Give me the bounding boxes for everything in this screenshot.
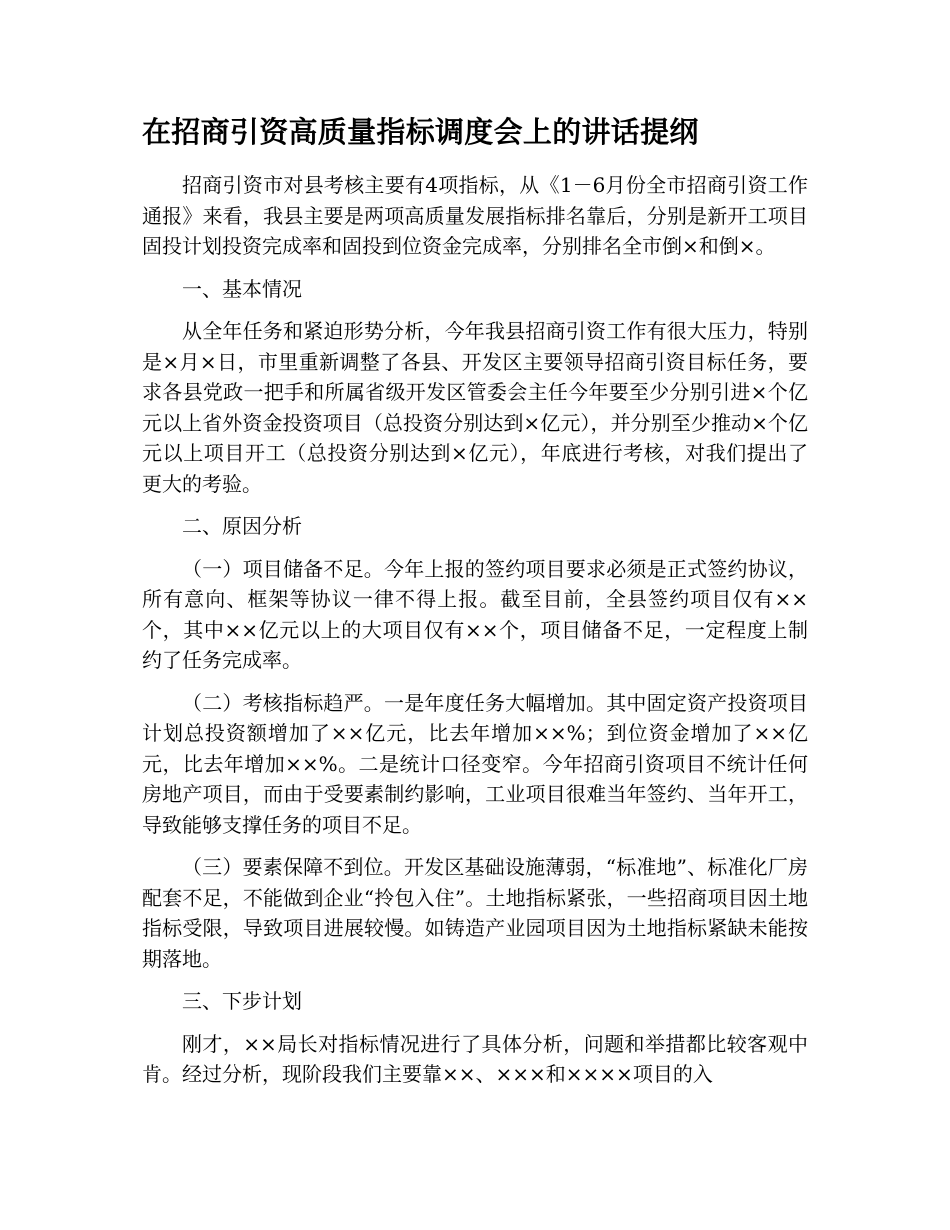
basic-situation-paragraph: 从全年任务和紧迫形势分析，今年我县招商引资工作有很大压力，特别是×月×日，市里重新调整了各县、开发区主要领导招商引资目标任务，要求各县党政一把手和所属省级开发区管委会主任今年要至少分别引进×个亿元以上省外资金投资项目（总投资分别达到×亿元），并分别至少推动×个亿元以上项目开工（总投资分别达到×亿元），年底进行考核，对我们提出了更大的考验。 (142, 319, 808, 496)
section-heading-cause-analysis: 二、原因分析 (182, 514, 302, 538)
section-heading-next-plan: 三、下步计划 (182, 989, 302, 1013)
next-plan-paragraph: 刚才，××局长对指标情况进行了具体分析，问题和举措都比较客观中肯。经过分析，现阶段我们主要靠××、×××和××××项目的入 (142, 1031, 808, 1086)
cause-paragraph-project-reserve: （一）项目储备不足。今年上报的签约项目要求必须是正式签约协议，所有意向、框架等协议一律不得上报。截至目前，全县签约项目仅有××个，其中××亿元以上的大项目仅有××个，项目储备不足，一定程度上制约了任务完成率。 (142, 556, 808, 672)
intro-paragraph: 招商引资市对县考核主要有4项指标，从《1－6月份全市招商引资工作通报》来看，我县主要是两项高质量发展指标排名靠后，分别是新开工项目固投计划投资完成率和固投到位资金完成率，分别排名全市倒×和倒×。 (142, 173, 808, 258)
cause-paragraph-factor-guarantee: （三）要素保障不到位。开发区基础设施薄弱，“标准地”、标准化厂房配套不足，不能做到企业“拎包入住”。土地指标紧张，一些招商项目因土地指标受限，导致项目进展较慢。如铸造产业园项目因为土地指标紧缺未能按期落地。 (142, 855, 808, 971)
document-title: 在招商引资高质量指标调度会上的讲话提纲 (142, 115, 699, 149)
cause-paragraph-assessment-indicators: （二）考核指标趋严。一是年度任务大幅增加。其中固定资产投资项目计划总投资额增加了××亿元，比去年增加××%；到位资金增加了××亿元，比去年增加××%。二是统计口径变窄。今年招商引资项目不统计任何房地产项目，而由于受要素制约影响，工业项目很难当年签约、当年开工，导致能够支撑任务的项目不足。 (142, 690, 808, 837)
section-heading-basic-situation: 一、基本情况 (182, 276, 302, 301)
document-page (142, 112, 808, 1102)
